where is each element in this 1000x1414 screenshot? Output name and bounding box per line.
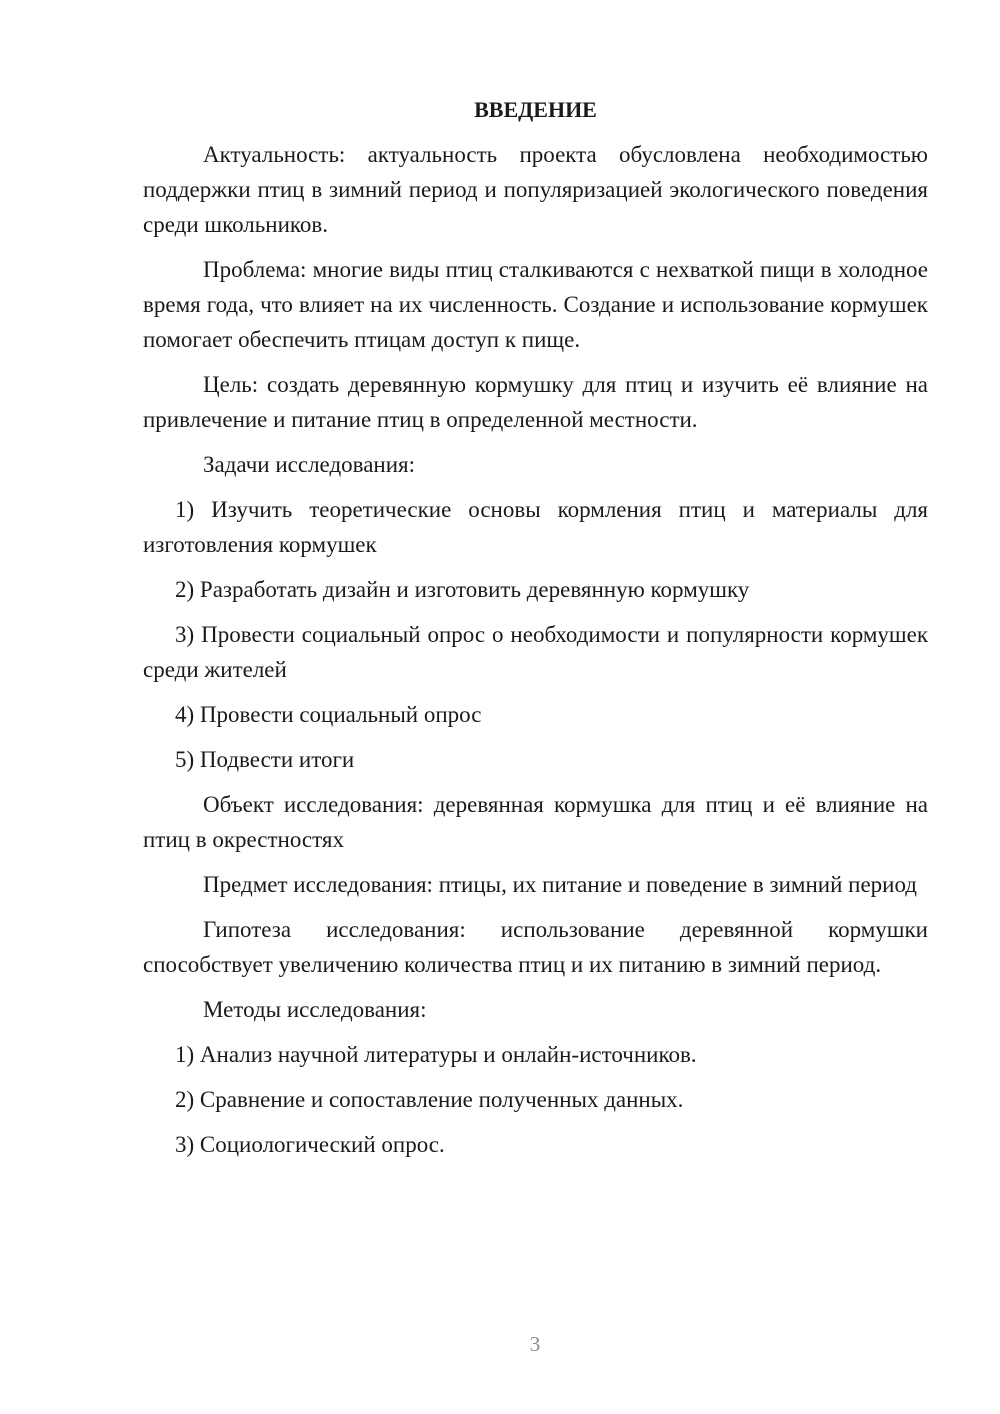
method-item: 2) Сравнение и сопоставление полученных данных. xyxy=(175,1087,684,1112)
method-item: 1) Анализ научной литературы и онлайн-источников. xyxy=(175,1042,697,1067)
hypothesis-paragraph: Гипотеза исследования: использование деревянной кормушки способствует увеличению количества птиц и их питанию в зимний период. xyxy=(143,917,928,977)
document-body xyxy=(143,92,928,1172)
task-item: 1) Изучить теоретические основы кормления птиц и материалы для изготовления кормушек xyxy=(143,497,928,557)
task-item: 5) Подвести итоги xyxy=(175,747,355,772)
methods-title: Методы исследования: xyxy=(203,997,427,1022)
task-item: 3) Провести социальный опрос о необходимости и популярности кормушек среди жителей xyxy=(143,622,928,682)
section-heading: ВВЕДЕНИЕ xyxy=(474,97,597,122)
task-item: 4) Провести социальный опрос xyxy=(175,702,482,727)
tasks-title: Задачи исследования: xyxy=(203,452,416,477)
goal-paragraph: Цель: создать деревянную кормушку для птиц и изучить её влияние на привлечение и питание птиц в определенной местности. xyxy=(143,372,928,432)
subject-paragraph: Предмет исследования: птицы, их питание и поведение в зимний период xyxy=(203,872,917,897)
task-item: 2) Разработать дизайн и изготовить деревянную кормушку xyxy=(175,577,750,602)
page-number: 3 xyxy=(529,1332,541,1356)
relevance-paragraph: Актуальность: актуальность проекта обусловлена необходимостью поддержки птиц в зимний период и популяризацией экологического поведения среди школьников. xyxy=(143,142,928,237)
method-item: 3) Социологический опрос. xyxy=(175,1132,445,1157)
problem-paragraph: Проблема: многие виды птиц сталкиваются с нехваткой пищи в холодное время года, что влияет на их численность. Создание и использование кормушек помогает обеспечить птицам доступ к пище. xyxy=(143,257,928,352)
object-paragraph: Объект исследования: деревянная кормушка для птиц и её влияние на птиц в окрестностях xyxy=(143,792,928,852)
